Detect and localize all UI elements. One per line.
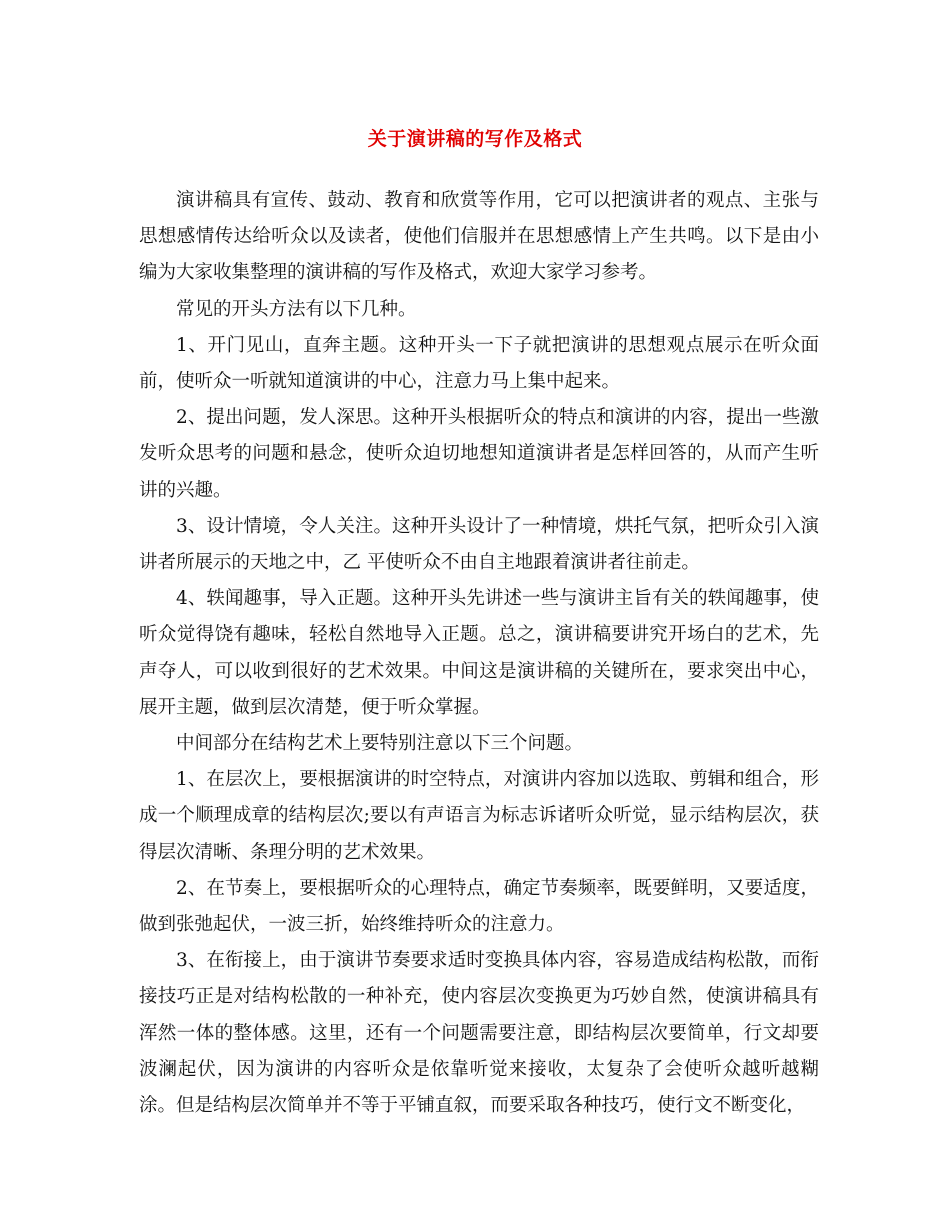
paragraph: 1、在层次上，要根据演讲的时空特点，对演讲内容加以选取、剪辑和组合，形成一个顺理成章的结构层次;要以有声语言为标志诉诸听众听觉，显示结构层次，获得层次清晰、条理分明的艺术效果。 [139, 769, 819, 863]
paragraph: 2、在节奏上，要根据听众的心理特点，确定节奏频率，既要鲜明，又要适度，做到张弛起伏，一波三折，始终维持听众的注意力。 [139, 877, 819, 936]
paragraph: 中间部分在结构艺术上要特别注意以下三个问题。 [176, 733, 584, 755]
document-title: 关于演讲稿的写作及格式 [367, 128, 583, 150]
paragraph: 演讲稿具有宣传、鼓动、教育和欣赏等作用，它可以把演讲者的观点、主张与思想感情传达给听众以及读者，使他们信服并在思想感情上产生共鸣。以下是由小编为大家收集整理的演讲稿的写作及格式，欢迎大家学习参考。 [139, 190, 819, 284]
paragraph: 1、开门见山，直奔主题。这种开头一下子就把演讲的思想观点展示在听众面前，使听众一听就知道演讲的中心，注意力马上集中起来。 [139, 334, 819, 393]
paragraph: 3、设计情境，令人关注。这种开头设计了一种情境，烘托气氛，把听众引入演讲者所展示的天地之中，乙 平使听众不由自主地跟着演讲者往前走。 [139, 515, 819, 574]
paragraph: 4、轶闻趣事，导入正题。这种开头先讲述一些与演讲主旨有关的轶闻趣事，使听众觉得饶有趣味，轻松自然地导入正题。总之，演讲稿要讲究开场白的艺术，先声夺人，可以收到很好的艺术效果。中间这是演讲稿的关键所在，要求突出中心，展开主题，做到层次清楚，便于听众掌握。 [139, 588, 819, 718]
paragraph: 常见的开头方法有以下几种。 [176, 298, 417, 320]
paragraph: 2、提出问题，发人深思。这种开头根据听众的特点和演讲的内容，提出一些激发听众思考的问题和悬念，使听众迫切地想知道演讲者是怎样回答的，从而产生听讲的兴趣。 [139, 407, 819, 501]
paragraph: 3、在衔接上，由于演讲节奏要求适时变换具体内容，容易造成结构松散，而衔接技巧正是对结构松散的一种补充，使内容层次变换更为巧妙自然，使演讲稿具有浑然一体的整体感。这里，还有一个问题需要注意，即结构层次要简单，行文却要波澜起伏，因为演讲的内容听众是依靠听觉来接收，太复杂了会使听众越听越糊涂。但是结构层次简单并不等于平铺直叙，而要采取各种技巧，使行文不断变化， [139, 950, 819, 1117]
document-body [139, 183, 819, 1124]
